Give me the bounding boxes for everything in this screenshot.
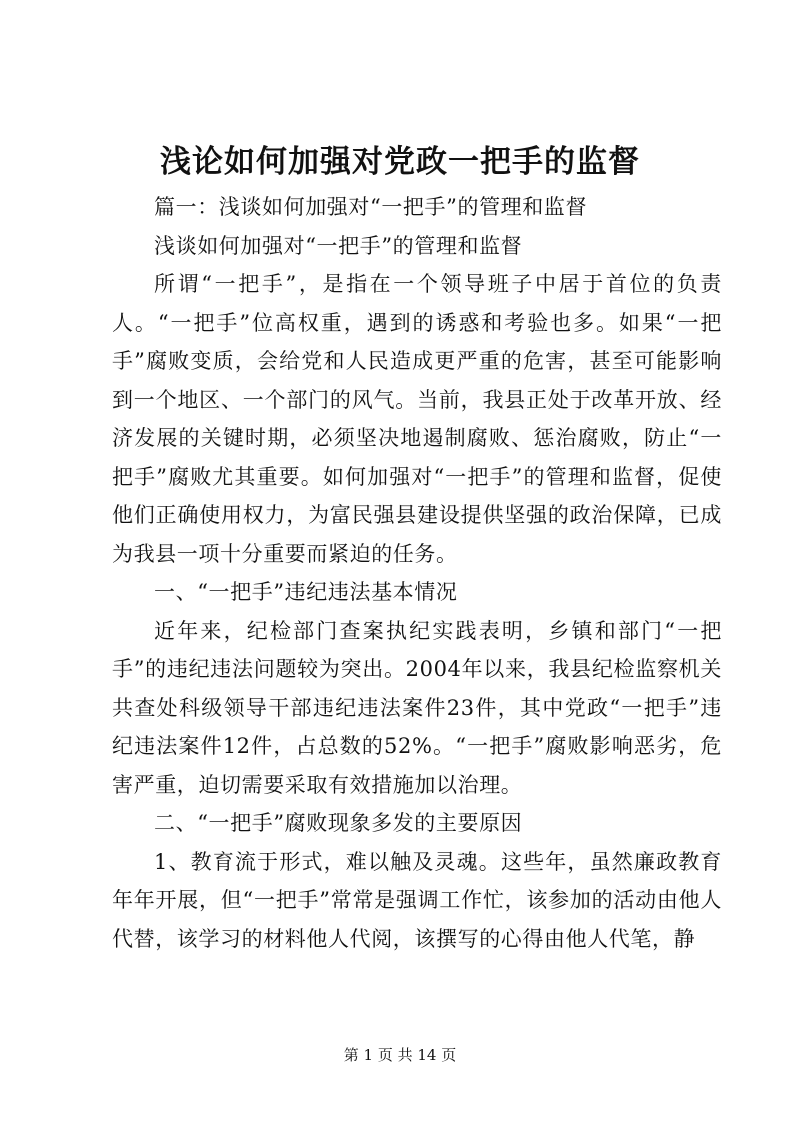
document-title: 浅论如何加强对党政一把手的监督 — [160, 144, 640, 180]
paragraph-definition: 所谓“一把手”，是指在一个领导班子中居于首位的负责人。“一把手”位高权重，遇到的诱惑和考验也多。如果“一把手”腐败变质，会给党和人民造成更严重的危害，甚至可能影响到一个地区、一个部门的风气。当前，我县正处于改革开放、经济发展的关键时期，必须坚决地遏制腐败、惩治腐败，防止“一把手”腐败尤其重要。如何加强对“一把手”的管理和监督，促使他们正确使用权力，为富民强县建设提供坚强的政治保障，已成为我县一项十分重要而紧迫的任务。 — [112, 272, 722, 566]
section-heading-1: 一、“一把手”违纪违法基本情况 — [154, 580, 458, 604]
paragraph-statistics: 近年来，纪检部门查案执纪实践表明，乡镇和部门“一把手”的违纪违法问题较为突出。2004年以来，我县纪检监察机关共查处科级领导干部违纪违法案件23件，其中党政“一把手”违纪违法案件12件，占总数的52%。“一把手”腐败影响恶劣，危害严重，迫切需要采取有效措施加以治理。 — [112, 618, 722, 797]
page-number-footer: 第 1 页 共 14 页 — [343, 1046, 457, 1064]
paragraph-reason-1: 1、教育流于形式，难以触及灵魂。这些年，虽然廉政教育年年开展，但“一把手”常常是强调工作忙，该参加的活动由他人代替，该学习的材料他人代阅，该撰写的心得由他人代笔，静 — [112, 849, 722, 951]
paragraph-subtitle-1: 篇一：浅谈如何加强对“一把手”的管理和监督 — [154, 195, 588, 219]
document-body — [112, 188, 722, 958]
paragraph-subtitle-2: 浅谈如何加强对“一把手”的管理和监督 — [154, 233, 523, 258]
section-heading-2: 二、“一把手”腐败现象多发的主要原因 — [154, 811, 523, 835]
